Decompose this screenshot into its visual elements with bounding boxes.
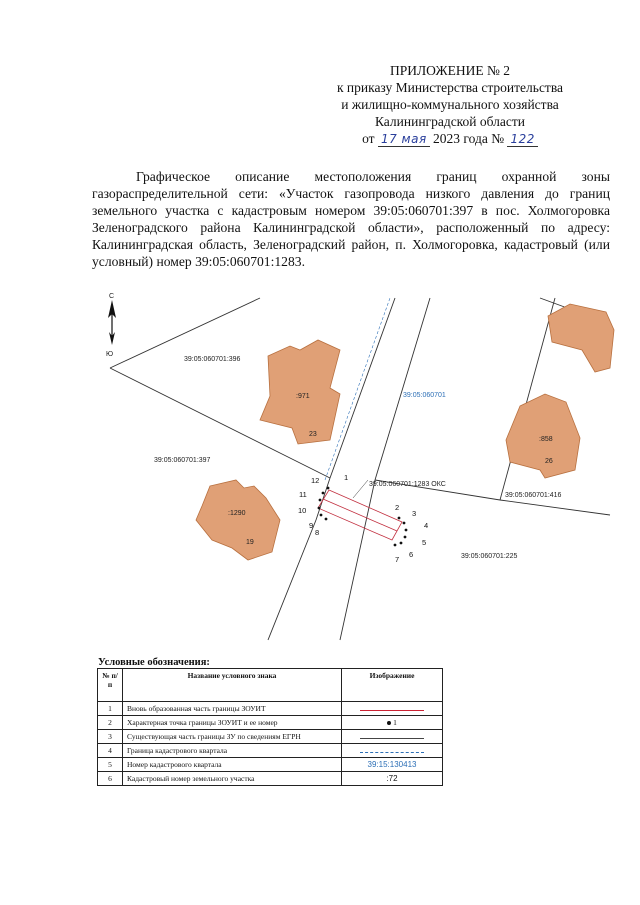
point-5-label: 5 <box>422 538 427 547</box>
legend-sample-existing-boundary <box>342 730 443 744</box>
legend-row-num: 6 <box>98 772 123 786</box>
point-1-label: 1 <box>344 473 349 482</box>
handwritten-number: 122 <box>507 133 537 147</box>
point-7-label: 7 <box>395 555 400 564</box>
legend-header-row <box>98 669 443 702</box>
description-text: Графическое описание местоположения границ охранной зоны газораспределительной сети: «Участок газопровода низкого давления до границ земельного участка с кадастровым номером 39:05:060701:397 в пос. Холмогоровка Зеленоградского района Калининградской области», расположенный по адресу: Калининградская область, Зеленоградский район, п. Холмогоровка, кадастровый (или условный) номер 39:05:060701:1283. <box>92 169 610 269</box>
parcel-1283-label: 39:05:060701:1283 ОКС <box>369 481 446 488</box>
date-prefix: от <box>362 131 375 146</box>
legend-row-num: 1 <box>98 702 123 716</box>
legend-sample-point <box>342 716 443 730</box>
point-8-label: 8 <box>315 528 320 537</box>
legend-row <box>98 772 443 786</box>
legend-title: Условные обозначения: <box>98 657 210 668</box>
legend-sample-new-boundary <box>342 702 443 716</box>
point-10-label: 10 <box>298 506 307 515</box>
building-1290 <box>196 480 280 560</box>
legend-row <box>98 716 443 730</box>
compass-south-label: Ю <box>106 351 114 358</box>
legend-row <box>98 744 443 758</box>
quarter-boundary <box>325 298 390 480</box>
building-858-label: :858 <box>539 436 553 443</box>
building-971-number: 23 <box>309 431 317 438</box>
legend-col-image: Изображение <box>342 669 443 702</box>
legend-row-name: Вновь образованная часть границы ЗОУИТ <box>123 702 342 716</box>
legend-row-num: 5 <box>98 758 123 772</box>
building-971 <box>260 340 340 444</box>
appendix-title: ПРИЛОЖЕНИЕ № 2 <box>389 63 511 78</box>
order-line-2: к приказу Министерства строительства <box>336 80 564 95</box>
order-line-4: Калининградской области <box>374 114 526 129</box>
point-12-label: 12 <box>311 476 320 485</box>
legend-row-num: 4 <box>98 744 123 758</box>
building-1290-number: 19 <box>246 539 254 546</box>
date-middle: 2023 года № <box>433 131 505 146</box>
parcel-225-label: 39:05:060701:225 <box>461 553 518 560</box>
point-4-label: 4 <box>424 521 429 530</box>
legend-col-name: Название условного знака <box>123 669 342 702</box>
point-11-label: 11 <box>299 490 307 499</box>
legend-row-name: Номер кадастрового квартала <box>123 758 342 772</box>
building-971-label: :971 <box>296 393 310 400</box>
point-dot-icon <box>387 721 391 725</box>
building-1290-label: :1290 <box>228 510 246 517</box>
legend-sample-cadastral-number: :72 <box>342 772 443 786</box>
compass-arrow-icon <box>108 300 116 345</box>
parcel-416-label: 39:05:060701:416 <box>505 492 562 499</box>
point-6-label: 6 <box>409 550 414 559</box>
legend-sample-quarter-number: 39:15:130413 <box>342 758 443 772</box>
legend-row-num: 2 <box>98 716 123 730</box>
legend-col-num: № п/ п <box>98 669 123 702</box>
legend-row-name: Граница кадастрового квартала <box>123 744 342 758</box>
parcel-396-label: 39:05:060701:396 <box>184 356 241 363</box>
building-corner <box>548 304 614 372</box>
handwritten-date: 17 мая <box>378 133 430 147</box>
legend-row <box>98 730 443 744</box>
point-3-label: 3 <box>412 509 417 518</box>
parcel-397-label: 39:05:060701:397 <box>154 457 211 464</box>
security-zone-boundary <box>318 490 402 540</box>
legend-sample-quarter-boundary <box>342 744 443 758</box>
legend-row <box>98 758 443 772</box>
legend-row-name: Кадастровый номер земельного участка <box>123 772 342 786</box>
legend-row-num: 3 <box>98 730 123 744</box>
legend-row-name: Существующая часть границы ЗУ по сведениям ЕГРН <box>123 730 342 744</box>
legend-sample-point-number: 1 <box>393 718 397 727</box>
order-line-3: и жилищно-коммунального хозяйства <box>341 97 559 112</box>
compass-north-label: С <box>109 293 115 300</box>
legend-table <box>97 668 443 786</box>
point-9-label: 9 <box>309 521 314 530</box>
buildings <box>196 304 614 560</box>
quarter-number-label: 39:05:060701 <box>403 392 446 399</box>
legend-row-name: Характерная точка границы ЗОУИТ и ее номер <box>123 716 342 730</box>
legend-row <box>98 702 443 716</box>
point-2-label: 2 <box>395 503 400 512</box>
building-858-number: 26 <box>545 458 553 465</box>
